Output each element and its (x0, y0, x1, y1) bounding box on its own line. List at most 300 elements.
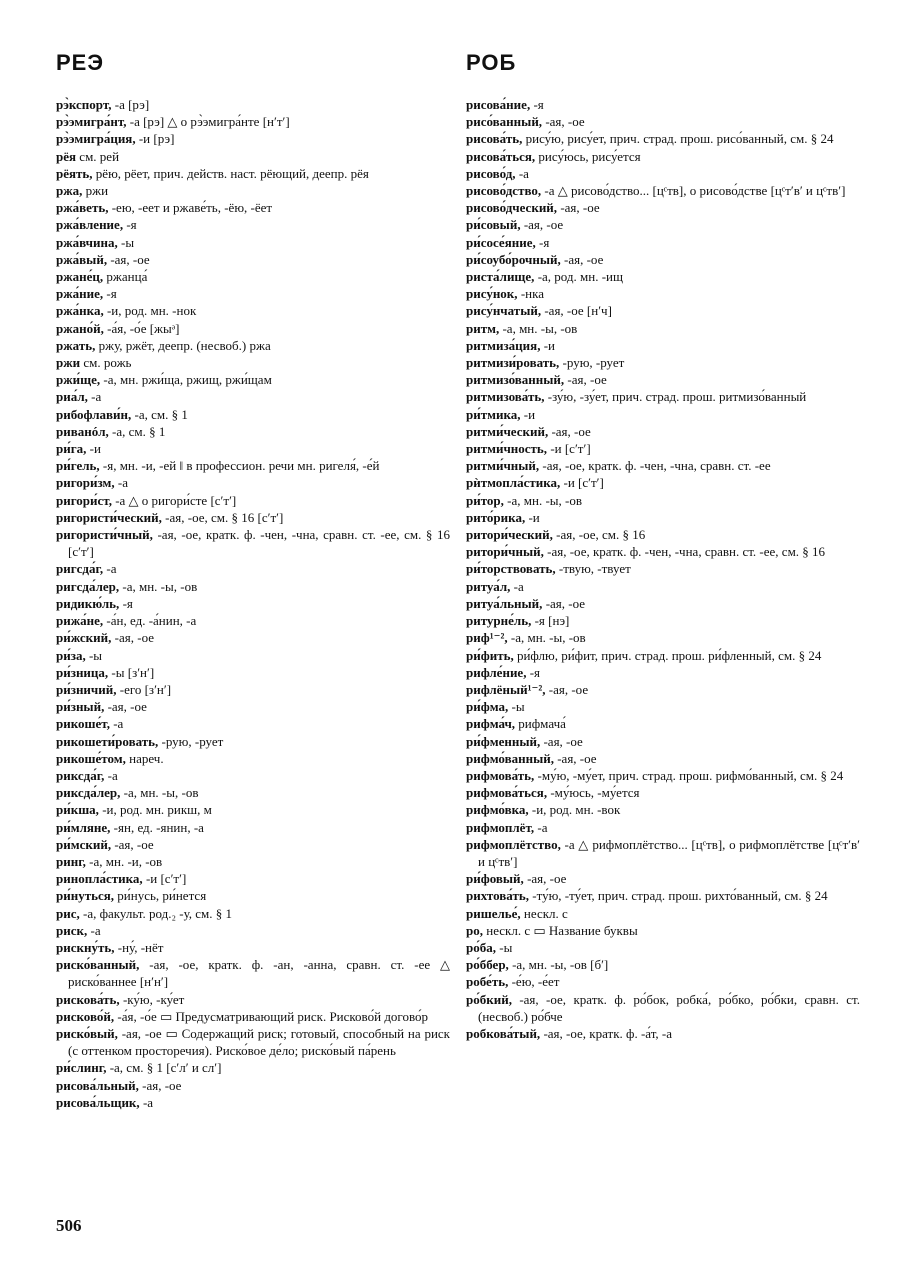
entry-body: ржу, ржёт, деепр. (несвоб.) ржа (95, 337, 271, 353)
entry-body: нареч. (125, 750, 164, 766)
entry-body: -и, род. мн. рикш, м (98, 802, 212, 818)
entry-body: -ы (495, 939, 513, 955)
entry-body: -а (139, 1094, 154, 1110)
entry-body: -его [зʹнʹ] (116, 681, 172, 697)
entry-headword: рискну́ть, (56, 939, 115, 955)
entry-headword: рифма́ч, (466, 716, 516, 732)
entry-headword: рифмова́ться, (466, 785, 548, 801)
entry-body: ри́флю, ри́фит, прич. страд. прош. ри́фленный, см. § 24 (513, 647, 822, 663)
entry-body: -ая, -ое, кратк. ф. -а́т, -а (540, 1025, 673, 1041)
dictionary-entry (56, 148, 450, 165)
entry-body: -и (86, 441, 101, 457)
dictionary-entry (56, 474, 450, 491)
entry-headword: рэ̀эмигра́ция, (56, 131, 136, 147)
dictionary-entry (56, 234, 450, 251)
dictionary-entry (56, 96, 450, 113)
dictionary-entry (56, 130, 450, 147)
entry-body: -и (520, 406, 536, 422)
dictionary-entry (56, 113, 450, 130)
entry-body: -рую, -рует (559, 355, 625, 371)
dictionary-entry (466, 715, 860, 732)
entry-headword: ржане́ц, (56, 269, 104, 285)
dictionary-entry (56, 165, 450, 182)
dictionary-entry (466, 991, 860, 1025)
dictionary-entry (56, 354, 450, 371)
entry-body: -я, мн. -и, -ей ‖ в профессион. речи мн. ригеля́, -е́й (99, 458, 380, 474)
dictionary-entry (466, 973, 860, 990)
entry-body: -ая, -ое (111, 630, 154, 646)
dictionary-entry (56, 664, 450, 681)
dictionary-entry (466, 423, 860, 440)
dictionary-entry (56, 251, 450, 268)
left-running-header: РЕЭ (56, 50, 104, 75)
entry-body: -ы (117, 234, 135, 250)
entry-body: -ая, -ое (548, 423, 591, 439)
entry-headword: рибофлави́н, (56, 406, 132, 422)
entry-headword: рижа́не, (56, 613, 104, 629)
dictionary-entry (56, 1059, 450, 1076)
dictionary-entry (466, 784, 860, 801)
entry-headword: ри́фменный, (466, 733, 541, 749)
entry-body: -ая, -ое (557, 200, 600, 216)
entry-body: -ы (85, 647, 103, 663)
dictionary-entry (466, 182, 860, 199)
dictionary-entry (56, 337, 450, 354)
dictionary-entry (466, 165, 860, 182)
dictionary-entry (466, 457, 860, 474)
right-entry-list (466, 96, 860, 1042)
dictionary-entry (56, 440, 450, 457)
entry-body: -ая, -ое, кратк. ф. -чен, -чна, сравн. ст. -ее (539, 458, 771, 474)
dictionary-entry (56, 887, 450, 904)
entry-headword: риско́ванный, (56, 957, 140, 973)
entry-body: -а [рэ] (111, 97, 150, 112)
entry-body: -ая, -ое (104, 699, 147, 715)
entry-headword: рискова́ть, (56, 991, 120, 1007)
entry-headword: ригсда́г, (56, 561, 104, 577)
entry-headword: ритм, (466, 320, 500, 336)
entry-body: -ту́ю, -ту́ет, прич. страд. прош. рихто́ванный, см. § 24 (528, 888, 828, 904)
entry-body: -а́я, -о́е ▭ Предусматривающий риск. Рисково́й догово́р (114, 1008, 428, 1024)
entry-headword: ри́за, (56, 647, 86, 663)
entry-body: ржи (82, 183, 109, 199)
entry-headword: ритмизо́ванный, (466, 372, 565, 388)
dictionary-entry (56, 182, 450, 199)
dictionary-entry (56, 681, 450, 698)
entry-headword: рисково́й, (56, 1008, 115, 1024)
dictionary-entry (466, 560, 860, 577)
dictionary-entry (466, 354, 860, 371)
entry-body: -му́ю, -му́ет, прич. страд. прош. рифмо́ванный, см. § 24 (534, 767, 844, 783)
entry-body: -и [сʹтʹ] (142, 871, 187, 887)
entry-headword: ри́совый, (466, 217, 521, 233)
dictionary-entry (56, 302, 450, 319)
entry-body: -а (103, 561, 117, 577)
entry-body: -а (510, 578, 524, 594)
entry-headword: рифмо́вка, (466, 802, 529, 818)
entry-headword: ро, (466, 922, 483, 938)
entry-headword: ро́ба, (466, 939, 496, 955)
entry-headword: ри́фовый, (466, 871, 524, 887)
dictionary-entry (56, 801, 450, 818)
entry-headword: ри́тор, (466, 492, 504, 508)
entry-body: -а [рэ] △ о рэ̀эмигра́нте [нʹтʹ] (126, 114, 290, 130)
dictionary-entry (466, 939, 860, 956)
entry-body: -ая, -ое, кратк. ф. -чен, -чна, сравн. ст. -ее, см. § 16 (543, 544, 826, 560)
entry-headword: ри́сосе́яние, (466, 234, 536, 250)
entry-headword: ритми́чный, (466, 458, 540, 474)
dictionary-entry (56, 870, 450, 887)
dictionary-entry (466, 887, 860, 904)
dictionary-entry (466, 767, 860, 784)
entry-body: рёю, рёет, прич. действ. наст. рёющий, деепр. рёя (92, 165, 369, 181)
entry-headword: рифле́ние, (466, 664, 527, 680)
right-running-header: РОБ (466, 50, 517, 75)
dictionary-entry (56, 492, 450, 509)
entry-headword: рѝтмопла́стика, (466, 475, 561, 491)
entry-headword: ригори́зм, (56, 475, 115, 491)
entry-body: -а́н, ед. -а́нин, -а (103, 613, 197, 629)
dictionary-entry (466, 698, 860, 715)
entry-body: -зу́ю, -зу́ет, прич. страд. прош. ритмизо́ванный (544, 389, 807, 405)
dictionary-entry (466, 96, 860, 113)
entry-body: -ну́, -нёт (114, 939, 164, 955)
entry-headword: рито́рика, (466, 509, 526, 525)
entry-body: -ая, -ое ▭ Содержащий риск; готовый, способный на риск (с оттенком просторечия). Риско́вое де́ло; риско́вый па́рень (68, 1025, 450, 1059)
entry-headword: ритори́ческий, (466, 527, 553, 543)
entry-headword: рифмова́ть, (466, 767, 535, 783)
entry-headword: ритуа́л, (466, 578, 511, 594)
entry-body: рису́ю, рису́ет, прич. страд. прош. рисо́ванный, см. § 24 (522, 131, 834, 147)
entry-headword: рисово́д, (466, 165, 516, 181)
entry-headword: рисо́ванный, (466, 114, 543, 130)
dictionary-entry (56, 199, 450, 216)
entry-headword: рифмоплёт, (466, 819, 535, 835)
dictionary-entry (56, 371, 450, 388)
dictionary-entry (56, 1094, 450, 1111)
dictionary-entry (466, 578, 860, 595)
entry-headword: ридикю́ль, (56, 595, 120, 611)
entry-body: -а, мн. -ы, -ов (499, 320, 578, 336)
dictionary-entry (56, 853, 450, 870)
entry-headword: робе́ть, (466, 974, 509, 990)
entry-headword: риск, (56, 922, 88, 938)
entry-headword: рисова́льщик, (56, 1094, 140, 1110)
entry-body: -я (526, 664, 541, 680)
dictionary-entry (56, 1008, 450, 1025)
entry-headword: рихтова́ть, (466, 888, 529, 904)
entry-headword: рисова́ться, (466, 148, 536, 164)
entry-body: -ая, -ое (107, 251, 150, 267)
entry-body: -а △ рисово́дство... [цᶜтв], о рисово́дстве [цᶜтʹвʹ и цᶜтвʹ] (541, 183, 846, 199)
entry-headword: ржи (56, 355, 81, 371)
entry-headword: ржа́вчина, (56, 234, 118, 250)
page-number: 506 (56, 1216, 82, 1235)
entry-headword: ри́тмика, (466, 406, 521, 422)
dictionary-entry (56, 423, 450, 440)
entry-body: -а, мн. -ы, -ов (119, 578, 198, 594)
dictionary-entry (56, 767, 450, 784)
entry-body: см. рей (76, 148, 120, 164)
entry-body: ржанца́ (103, 269, 148, 285)
dictionary-entry (56, 1077, 450, 1094)
entry-body: -а, факульт. род.₂ -у, см. § 1 (79, 905, 233, 921)
dictionary-entry (56, 1025, 450, 1059)
entry-headword: ринг, (56, 853, 86, 869)
entry-body: -и [сʹтʹ] (547, 441, 591, 457)
entry-headword: рисова́льный, (56, 1077, 139, 1093)
entry-headword: рису́нчатый, (466, 303, 542, 319)
entry-headword: ри́зный, (56, 699, 105, 715)
entry-headword: ри́торствовать, (466, 561, 556, 577)
entry-body: -я (123, 217, 137, 233)
entry-headword: ритмизи́ровать, (466, 355, 560, 371)
dictionary-entry (56, 388, 450, 405)
entry-headword: рэ̀эмигра́нт, (56, 114, 127, 130)
entry-headword: рис, (56, 905, 80, 921)
entry-body: -ая, -ое (560, 251, 604, 267)
dictionary-entry (56, 819, 450, 836)
entry-headword: рисово́дческий, (466, 200, 558, 216)
entry-body: -и (525, 509, 540, 525)
entry-body: -ая, -ое (564, 372, 607, 388)
entry-headword: ри́зница, (56, 664, 109, 680)
entry-headword: ржа́ние, (56, 286, 104, 302)
entry-body: -а (87, 922, 101, 938)
entry-headword: ри́слинг, (56, 1060, 107, 1076)
entry-body: -а, см. § 1 (108, 423, 166, 439)
entry-body: -ая, -ое [нʹч] (541, 303, 612, 319)
entry-headword: ри́фма, (466, 699, 509, 715)
entry-body: -ая, -ое (542, 114, 585, 130)
entry-body: -и, род. мн. -нок (103, 303, 197, 319)
entry-body: -ку́ю, -ку́ет (119, 991, 185, 1007)
entry-body: -и (540, 337, 555, 353)
entry-headword: рёя (56, 148, 77, 164)
entry-body: -а, см. § 1 (131, 406, 188, 422)
entry-headword: рисова́ние, (466, 97, 531, 112)
entry-headword: ржа́нка, (56, 303, 104, 319)
entry-body: -а (515, 165, 529, 181)
dictionary-entry (466, 302, 860, 319)
entry-headword: ри́гель, (56, 458, 100, 474)
entry-headword: ржано́й, (56, 320, 104, 336)
dictionary-entry (56, 991, 450, 1008)
entry-headword: рису́нок, (466, 286, 518, 302)
dictionary-entry (466, 251, 860, 268)
entry-body: -а (534, 819, 548, 835)
entry-body: -я [нэ] (531, 613, 570, 629)
dictionary-entry (56, 922, 450, 939)
entry-body: -е́ю, -е́ет (508, 974, 560, 990)
dictionary-entry (56, 578, 450, 595)
entry-headword: ри́жский, (56, 630, 112, 646)
entry-headword: ри́нуться, (56, 888, 115, 904)
dictionary-entry (56, 612, 450, 629)
entry-body: -ая, -ое (523, 871, 567, 887)
entry-body: -а, мн. -ы, -ов (120, 785, 199, 801)
dictionary-entry (466, 1025, 860, 1042)
entry-headword: ритурне́ль, (466, 613, 532, 629)
dictionary-entry (466, 905, 860, 922)
entry-body: -ею, -еет и ржаве́ть, -ёю, -ёет (108, 200, 273, 216)
entry-headword: риста́лище, (466, 269, 535, 285)
dictionary-entry (466, 681, 860, 698)
dictionary-entry (466, 440, 860, 457)
dictionary-entry (466, 113, 860, 130)
dictionary-entry (466, 509, 860, 526)
entry-headword: ри́мский, (56, 836, 112, 852)
entry-headword: ржа, (56, 183, 83, 199)
entry-headword: ри́зничий, (56, 681, 117, 697)
entry-body: -ы [зʹнʹ] (108, 664, 155, 680)
entry-headword: ригористи́чный, (56, 527, 153, 543)
entry-headword: рикоше́том, (56, 750, 126, 766)
entry-headword: ритори́чный, (466, 544, 544, 560)
dictionary-entry (56, 509, 450, 526)
dictionary-entry (56, 526, 450, 560)
entry-headword: рэ̀кспорт, (56, 97, 112, 112)
entry-body: -ая, -ое, кратк. ф. ро́бок, робка́, ро́бко, ро́бки, сравн. ст. (несвоб.) ро́бче (478, 991, 860, 1024)
dictionary-entry (56, 285, 450, 302)
dictionary-entry (56, 320, 450, 337)
entry-body: нескл. с (520, 905, 568, 921)
entry-headword: ригори́ст, (56, 492, 112, 508)
dictionary-entry (466, 801, 860, 818)
entry-headword: ржа́вый, (56, 251, 108, 267)
entry-headword: ритми́чность, (466, 441, 548, 457)
dictionary-entry (56, 406, 450, 423)
entry-body: -нка (517, 286, 544, 302)
entry-body: ри́нусь, ри́нется (114, 888, 207, 904)
dictionary-entry (466, 526, 860, 543)
dictionary-entry (56, 784, 450, 801)
dictionary-entry (466, 474, 860, 491)
entry-body: -ая, -ое, см. § 16 [сʹтʹ] (161, 509, 284, 525)
entry-body: -я (535, 234, 550, 250)
entry-body: -ая, -ое (553, 750, 597, 766)
dictionary-entry (56, 629, 450, 646)
entry-body: -ая, -ое (542, 595, 586, 611)
dictionary-entry (466, 612, 860, 629)
dictionary-entry (56, 733, 450, 750)
dictionary-entry (466, 733, 860, 750)
entry-body: -а (87, 389, 102, 405)
entry-body: рису́юсь, рису́ется (535, 148, 641, 164)
entry-headword: рифмо́ванный, (466, 750, 554, 766)
dictionary-entry (466, 130, 860, 147)
entry-body: -я (530, 97, 544, 112)
entry-body: -ы (508, 699, 525, 715)
entry-body: -а, мн. -ы, -ов [бʹ] (508, 957, 609, 973)
entry-body: -я (119, 595, 133, 611)
dictionary-entry (466, 956, 860, 973)
entry-body: -ая, -ое, кратк. ф. -ан, -анна, сравн. ст. -ее △ риско́ваннее [нʹнʹ] (68, 957, 450, 990)
dictionary-entry (466, 388, 860, 405)
entry-headword: рисова́ть, (466, 131, 523, 147)
entry-headword: ро́ббер, (466, 957, 509, 973)
dictionary-entry (56, 836, 450, 853)
dictionary-entry (466, 148, 860, 165)
entry-body: -ян, ед. -янин, -а (110, 819, 204, 835)
dictionary-entry (466, 285, 860, 302)
entry-body: -а, мн. -и, -ов (85, 853, 163, 869)
entry-headword: риско́вый, (56, 1025, 118, 1041)
entry-headword: ригористи́ческий, (56, 509, 162, 525)
entry-headword: рифмоплётство, (466, 836, 561, 852)
entry-body: -а (104, 767, 118, 783)
entry-body: -ая, -ое (545, 681, 589, 697)
dictionary-entry (56, 698, 450, 715)
entry-headword: рёять, (56, 165, 93, 181)
entry-body: -а △ рифмоплётство... [цᶜтв], о рифмоплётстве [цᶜтʹвʹ и цᶜтвʹ] (478, 836, 860, 869)
entry-body: см. рожь (80, 355, 132, 371)
entry-headword: рикошети́ровать, (56, 733, 159, 749)
entry-body: -а, род. мн. -ищ (534, 269, 624, 285)
entry-headword: ритми́ческий, (466, 423, 549, 439)
dictionary-entry (56, 595, 450, 612)
entry-body: -а (109, 716, 124, 732)
dictionary-entry (466, 406, 860, 423)
entry-body: -ая, -ое, кратк. ф. -чен, -чна, сравн. ст. -ее, см. § 16 [сʹтʹ] (68, 527, 450, 560)
entry-body: -а, мн. ржи́ща, ржищ, ржи́щам (100, 372, 272, 388)
entry-body: -ая, -ое (111, 836, 154, 852)
dictionary-entry (466, 199, 860, 216)
entry-headword: риванóл, (56, 423, 109, 439)
entry-body: -му́юсь, -му́ется (547, 785, 640, 801)
entry-headword: ржа́веть, (56, 200, 109, 216)
dictionary-entry (466, 371, 860, 388)
entry-body: -ая, -ое (520, 217, 564, 233)
dictionary-entry (466, 543, 860, 560)
entry-body: -а, мн. -ы, -ов (507, 630, 586, 646)
entry-headword: ри́кша, (56, 802, 99, 818)
dictionary-entry (56, 268, 450, 285)
entry-headword: ришелье́, (466, 905, 521, 921)
entry-body: нескл. с ▭ Название буквы (482, 922, 638, 938)
entry-headword: ри́мляне, (56, 819, 111, 835)
dictionary-entry (466, 234, 860, 251)
entry-headword: ринопла́стика, (56, 871, 143, 887)
entry-headword: робкова́тый, (466, 1025, 541, 1041)
entry-headword: риф¹⁻², (466, 630, 508, 646)
left-entry-list (56, 96, 450, 1111)
dictionary-entry (466, 819, 860, 836)
entry-body: -я (103, 286, 117, 302)
entry-headword: риксда́лер, (56, 785, 121, 801)
dictionary-entry (56, 457, 450, 474)
entry-body: -ая, -ое (540, 733, 583, 749)
entry-body: -и [сʹтʹ] (560, 475, 604, 491)
entry-body: -ая, -ое (138, 1077, 182, 1093)
dictionary-entry (466, 629, 860, 646)
entry-headword: риксда́г, (56, 767, 105, 783)
entry-headword: ритмиза́ция, (466, 337, 541, 353)
entry-body: -и [рэ] (135, 131, 175, 147)
entry-headword: ржи́ще, (56, 372, 101, 388)
dictionary-entry (466, 664, 860, 681)
entry-headword: ригсда́лер, (56, 578, 120, 594)
dictionary-entry (466, 337, 860, 354)
entry-headword: риа́л, (56, 389, 88, 405)
entry-body: -твую, -твует (555, 561, 631, 577)
entry-headword: ри́соубо́рочный, (466, 251, 561, 267)
entry-body: -а́я, -о́е [жыᵊ] (103, 320, 180, 336)
entry-body: -а (114, 475, 129, 491)
dictionary-entry (56, 647, 450, 664)
entry-headword: ро́бкий, (466, 991, 512, 1007)
dictionary-entry (466, 836, 860, 870)
